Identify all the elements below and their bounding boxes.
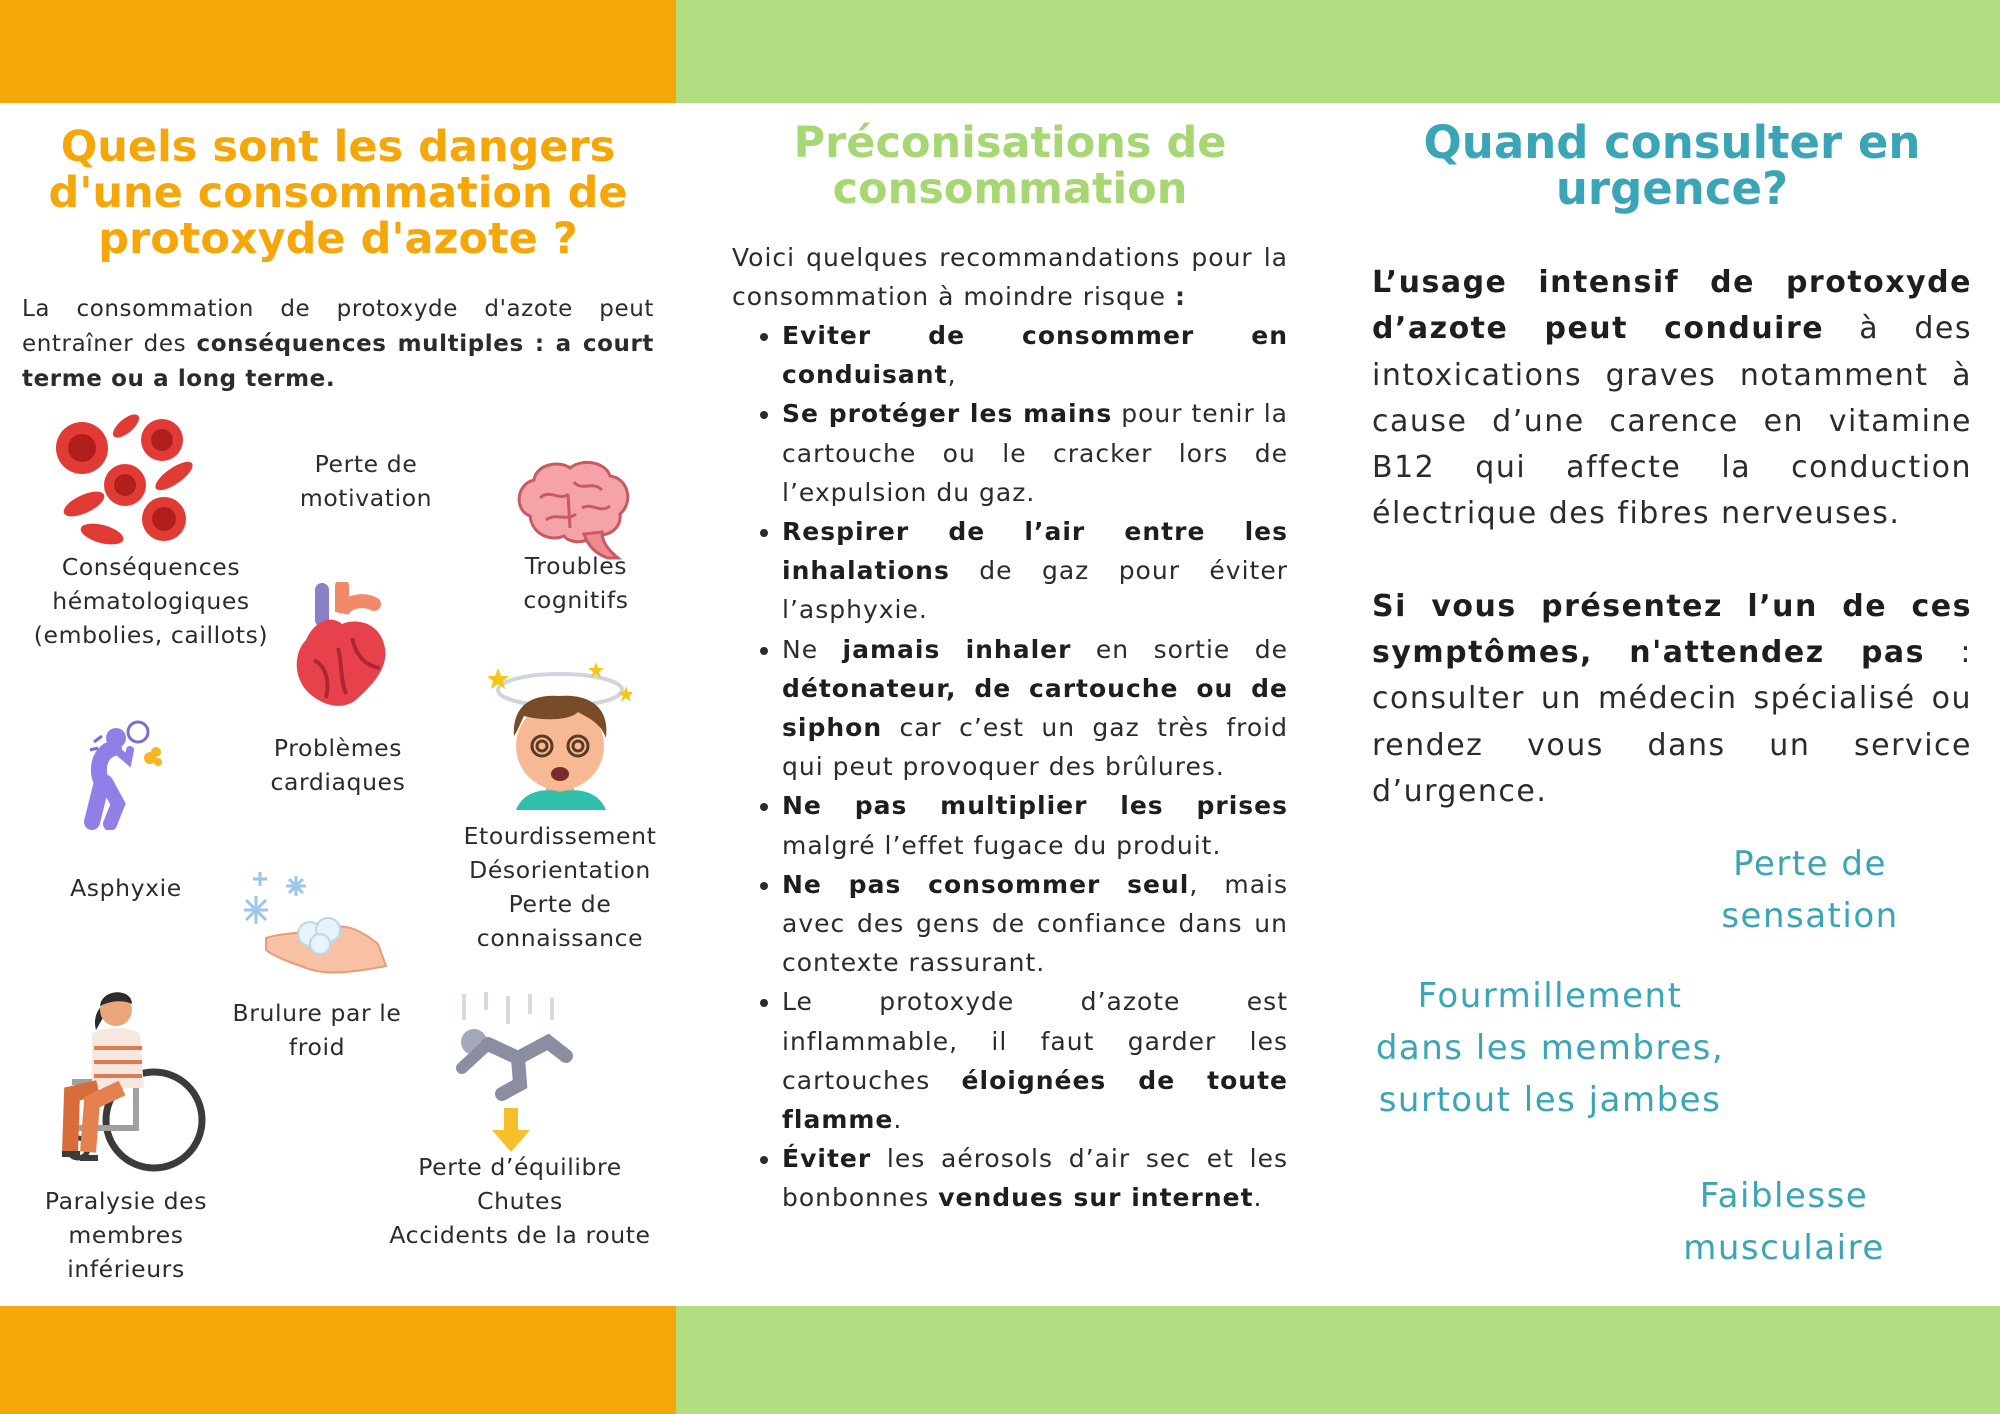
person-choking-icon bbox=[80, 720, 170, 830]
dizzy-face-icon bbox=[488, 658, 632, 810]
intro-bold: conséquences multiples : a court terme ou a long terme. bbox=[22, 331, 654, 392]
p2-text: : consulter un médecin spécialisé ou rendez vous dans un service d’urgence. bbox=[1372, 635, 1972, 809]
top-band-orange bbox=[0, 0, 676, 103]
caption-brulure: Brulure par le froid bbox=[232, 999, 402, 1061]
list-item: • Ne pas multiplier les prises malgré l’effet fugace du produit. bbox=[782, 786, 1288, 864]
urgency-paragraph-1 bbox=[1372, 260, 1972, 538]
recommendations-list bbox=[732, 316, 1288, 1218]
bottom-band-green bbox=[676, 1306, 2000, 1414]
caption-paralysie: Paralysie des membres inférieurs bbox=[44, 1187, 208, 1283]
list-item: • Ne pas consommer seul, mais avec des gens de confiance dans un contexte rassurant. bbox=[782, 865, 1288, 983]
caption-etourdissement: Etourdissement Désorientation Perte de connaissance bbox=[463, 822, 657, 952]
brain-icon bbox=[510, 458, 634, 562]
urgency-paragraph-2 bbox=[1372, 584, 1972, 815]
symptom-fourmillement: Fourmillement dans les membres, surtout les jambes bbox=[1375, 976, 1725, 1120]
list-item: • Respirer de l’air entre les inhalations de gaz pour éviter l’asphyxie. bbox=[782, 512, 1288, 630]
recommendations-column bbox=[732, 120, 1288, 1218]
top-band-green bbox=[676, 0, 2000, 103]
recommendations-title: Préconisations de consommation bbox=[793, 118, 1227, 214]
caption-motivation: Perte de motivation bbox=[299, 450, 433, 512]
p1-bold: L’usage intensif de protoxyde d’azote peut conduire bbox=[1372, 265, 1972, 347]
caption-cardiaques: Problèmes cardiaques bbox=[270, 734, 406, 796]
intro-bold: : bbox=[1175, 282, 1186, 311]
list-item: • Éviter les aérosols d’air sec et les bonbonnes vendues sur internet. bbox=[782, 1139, 1288, 1217]
p2-bold: Si vous présentez l’un de ces symptômes, n'attendez pas bbox=[1372, 588, 1972, 671]
list-item: • Eviter de consommer en conduisant, bbox=[782, 316, 1288, 394]
symptom-faiblesse: Faiblesse musculaire bbox=[1683, 1176, 1885, 1268]
dangers-title: Quels sont les dangers d'une consommation de protoxyde d'azote ? bbox=[48, 122, 628, 264]
blood-cells-icon bbox=[52, 412, 198, 552]
urgency-title: Quand consulter en urgence? bbox=[1423, 116, 1921, 215]
heart-icon bbox=[286, 582, 394, 712]
caption-asphyxie: Asphyxie bbox=[70, 874, 182, 902]
list-item: • Le protoxyde d’azote est inflammable, il faut garder les cartouches éloignées de toute flamme. bbox=[782, 982, 1288, 1139]
recommendations-intro bbox=[732, 238, 1288, 316]
urgency-column bbox=[1372, 116, 1972, 815]
bottom-band-orange bbox=[0, 1306, 676, 1414]
caption-cognitifs: Troubles cognitifs bbox=[523, 552, 629, 614]
caption-equilibre: Perte d’équilibre Chutes Accidents de la route bbox=[389, 1153, 651, 1249]
intro-text: Voici quelques recommandations pour la consommation à moindre risque bbox=[732, 243, 1288, 311]
dangers-intro bbox=[22, 292, 654, 397]
falling-person-icon bbox=[444, 990, 586, 1156]
dangers-column bbox=[22, 124, 654, 397]
frozen-hand-icon bbox=[236, 868, 390, 980]
symptom-perte-sensation: Perte de sensation bbox=[1721, 844, 1899, 936]
caption-hemato: Conséquences hématologiques (embolies, caillots) bbox=[33, 553, 269, 649]
list-item: • Se protéger les mains pour tenir la cartouche ou le cracker lors de l’expulsion du gaz. bbox=[782, 394, 1288, 512]
list-item: • Ne jamais inhaler en sortie de détonateur, de cartouche ou de siphon car c’est un gaz très froid qui peut provoquer des brûlures. bbox=[782, 630, 1288, 787]
wheelchair-person-icon bbox=[52, 982, 208, 1174]
p1-text: à des intoxications graves notamment à cause d’une carence en vitamine B12 qui affecte la conduction électrique des fibres nerveuses. bbox=[1372, 311, 1972, 532]
intro-text: La consommation de protoxyde d'azote peut entraîner des bbox=[22, 296, 654, 357]
